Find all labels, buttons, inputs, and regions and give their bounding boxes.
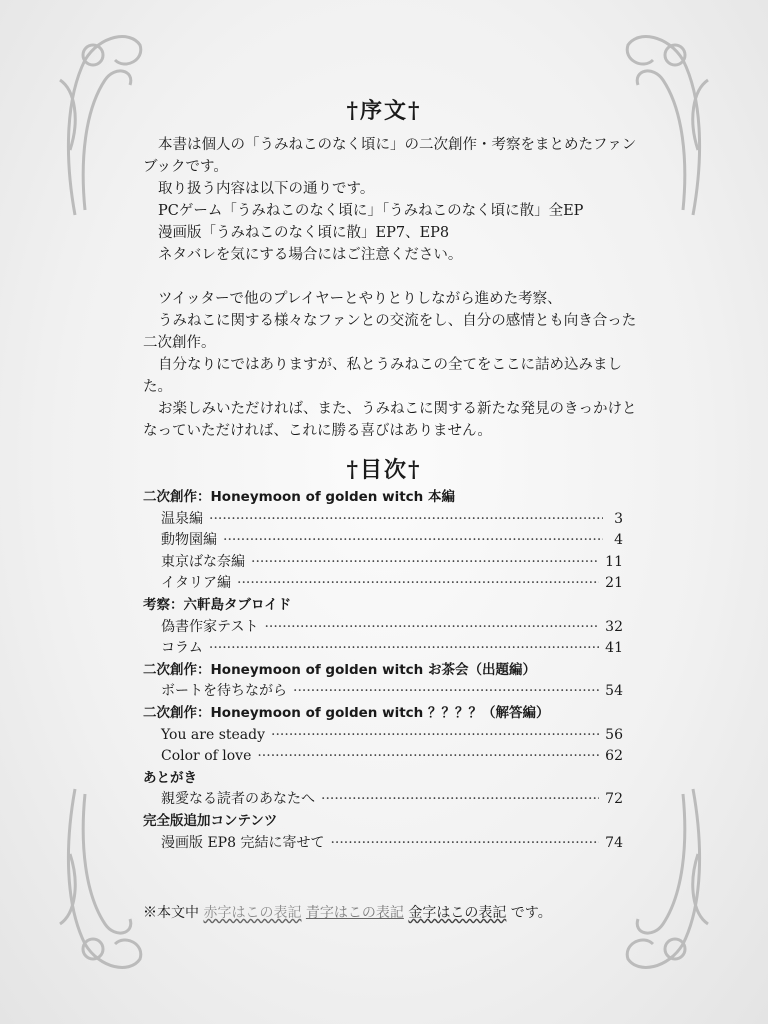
toc-entry[interactable]	[143, 746, 623, 768]
toc-entry[interactable]	[143, 530, 623, 552]
preface-paragraph: お楽しみいただければ、また、うみねこに関する新たな発見のきっかけとなっていただければ、これに勝る喜びはありません。	[143, 401, 637, 439]
preface-paragraph: ネタバレを気にする場合にはご注意ください。	[158, 247, 463, 263]
toc-page-number: 62	[605, 748, 623, 765]
leader-dots	[237, 573, 599, 595]
toc-entry-label: You are steady	[161, 726, 266, 743]
leader-dots	[257, 746, 599, 768]
preface-paragraph: 漫画版「うみねこのなく頃に散」EP7、EP8	[158, 225, 450, 241]
preface-paragraph: ツイッターで他のプレイヤーとやりとりしながら進めた考察、	[158, 291, 562, 307]
toc-section[interactable]: 二次創作：Honeymoon of golden witch 本編	[143, 489, 455, 505]
toc-entry-label: コラム	[161, 640, 203, 657]
footnote	[143, 902, 552, 922]
toc-page-number: 54	[605, 683, 623, 700]
leader-dots	[223, 530, 603, 552]
toc-title: †目次†	[346, 457, 422, 483]
preface-paragraph: 取り扱う内容は以下の通りです。	[158, 181, 375, 197]
toc-entry[interactable]	[143, 833, 623, 855]
toc-entry[interactable]	[143, 573, 623, 595]
ornament-corner	[623, 784, 713, 984]
preface-paragraph	[143, 266, 643, 288]
preface-paragraph: 自分なりにではありますが、私とうみねこの全てをここに詰め込みました。	[143, 357, 622, 395]
toc-page-number: 21	[605, 575, 623, 592]
toc-page-number: 72	[605, 791, 623, 808]
toc-entry-label: 温泉編	[161, 510, 203, 527]
leader-dots	[271, 725, 599, 747]
toc-section[interactable]: 二次創作：Honeymoon of golden witch お茶会（出題編）	[143, 661, 536, 678]
toc-page-number: 41	[605, 640, 623, 657]
leader-dots	[209, 509, 603, 531]
note-gold: 金字はこの表記	[408, 905, 507, 921]
toc-page-number: 11	[605, 553, 623, 570]
toc-entry-label: Color of love	[161, 748, 252, 765]
note-red: 赤字はこの表記	[203, 905, 302, 921]
toc-page-number: 74	[605, 834, 623, 851]
toc-entry[interactable]	[143, 552, 623, 574]
leader-dots	[209, 638, 599, 660]
toc-entry-label: イタリア編	[161, 575, 231, 592]
table-of-contents	[143, 487, 623, 854]
toc-page-number: 3	[614, 510, 623, 527]
toc-entry-label: 偽書作家テスト	[161, 618, 259, 635]
leader-dots	[264, 617, 599, 639]
toc-page-number: 4	[614, 532, 623, 549]
preface-paragraph: うみねこに関する様々なファンとの交流をし、自分の感情とも向き合った二次創作。	[143, 313, 637, 351]
toc-entry[interactable]	[143, 509, 623, 531]
toc-section[interactable]: 考察：六軒島タブロイド	[143, 596, 292, 613]
leader-dots	[321, 789, 599, 811]
note-prefix: ※本文中	[143, 905, 204, 921]
toc-entry[interactable]	[143, 789, 623, 811]
toc-section[interactable]: 完全版追加コンテンツ	[143, 812, 278, 829]
toc-entry-label: 動物園編	[161, 532, 217, 549]
toc-page-number: 56	[605, 726, 623, 743]
leader-dots	[293, 681, 599, 703]
toc-entry-label: 東京ばな奈編	[161, 553, 245, 570]
leader-dots	[251, 552, 599, 574]
preface-title: †序文†	[346, 98, 422, 124]
note-suffix: です。	[506, 905, 552, 921]
toc-entry-label: 漫画版 EP8 完結に寄せて	[161, 834, 325, 851]
toc-page-number: 32	[605, 618, 623, 635]
preface-paragraph: 本書は個人の「うみねこのなく頃に」の二次創作・考察をまとめたファンブックです。	[143, 137, 637, 175]
toc-entry[interactable]	[143, 681, 623, 703]
toc-section[interactable]: 二次創作：Honeymoon of golden witch ？？？？（解答編）	[143, 704, 550, 721]
toc-entry-label: 親愛なる読者のあなたへ	[161, 791, 315, 808]
preface-body	[143, 134, 643, 442]
leader-dots	[330, 833, 599, 855]
toc-entry[interactable]	[143, 725, 623, 747]
ornament-corner	[55, 784, 145, 984]
note-blue: 青字はこの表記	[305, 905, 404, 921]
toc-entry[interactable]	[143, 617, 623, 639]
toc-entry-label: ボートを待ちながら	[161, 683, 287, 700]
toc-entry[interactable]	[143, 638, 623, 660]
preface-paragraph: PCゲーム「うみねこのなく頃に」「うみねこのなく頃に散」全EP	[158, 203, 584, 219]
toc-section[interactable]: あとがき	[143, 769, 197, 786]
